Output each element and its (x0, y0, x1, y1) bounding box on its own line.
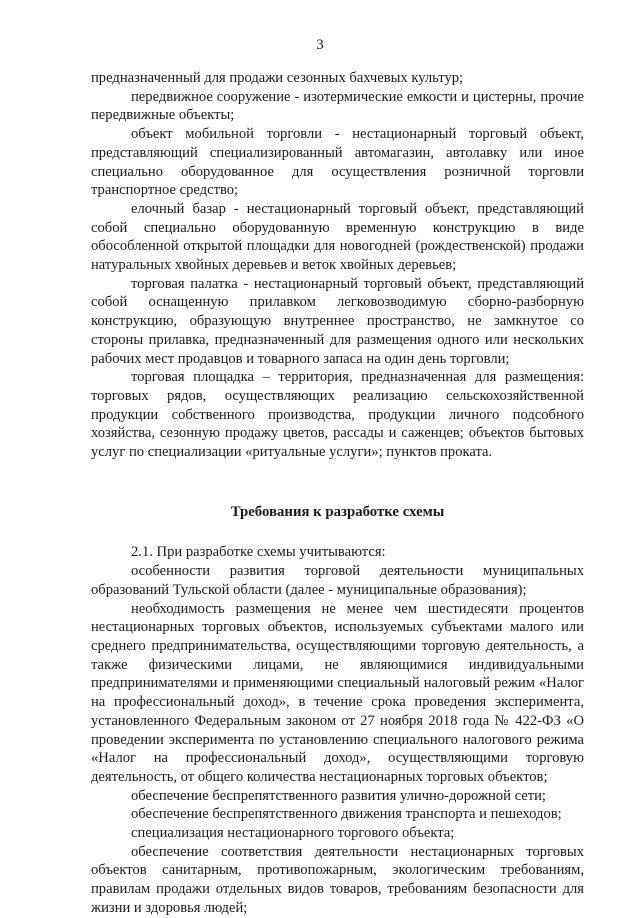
definition-trade-site: торговая площадка – территория, предназначенная для размещения: торговых рядов, осуществляющих реализацию сельскохозяйственной продукции собственного производства, продукции личного подсобного хозяйства, сезонную продажу цветов, рассады и саженцев; объектов бытовых услуг по специализации «ритуальные услуги»; пунктов проката. (91, 369, 584, 461)
requirement-item: необходимость размещения не менее чем шестидесяти процентов нестационарных торговых объектов, используемых субъектами малого или среднего предпринимательства, осуществляющими торговую деятельность, а также физическими лицами, не являющимися индивидуальными предпринимателями и применяющими специальный налоговый режим «Налог на профессиональный доход», в течение срока проведения эксперимента, установленного Федеральным законом от 27 ноября 2018 года № 422-ФЗ «О проведении эксперимента по установлению специального налогового режима «Налог на профессиональный доход», осуществляющими торговую деятельность, от общего количества нестационарных торговых объектов; (91, 600, 584, 785)
definition-mobile-structure: передвижное сооружение - изотермические емкости и цистерны, прочие передвижные объекты; (91, 88, 584, 124)
section-spacer (91, 462, 584, 503)
page-number: 3 (316, 37, 324, 53)
requirement-item: обеспечение беспрепятственного движения транспорта и пешеходов; (131, 806, 562, 823)
requirement-item: обеспечение соответствия деятельности нестационарных торговых объектов санитарным, противопожарным, экологическим требованиям, правилам продажи отдельных видов товаров, требованиям безопасности для жизни и здоровья людей; (91, 843, 584, 916)
definition-trade-tent: торговая палатка - нестационарный торговый объект, представляющий собой оснащенную прилавком легковозводимую сборно-разборную конструкцию, образующую внутреннее пространство, не замкнутое со стороны прилавка, предназначенный для размещения одного или нескольких рабочих мест продавцов и товарного запаса на один день торговли; (91, 275, 584, 367)
heading-spacer (91, 521, 584, 543)
requirement-item: особенности развития торговой деятельности муниципальных образований Тульской области (далее - муниципальные образования); (91, 563, 584, 598)
definition-mobile-trade-object: объект мобильной торговли - нестационарный торговый объект, представляющий специализированный автомагазин, автолавку или иное специально оборудованное для осуществления розничной торговли транспортное средство; (91, 126, 584, 199)
document-body (91, 69, 584, 918)
requirement-item: обеспечение беспрепятственного развития улично-дорожной сети; (131, 787, 546, 804)
definition-continuation: предназначенный для продажи сезонных бахчевых культур; (91, 70, 464, 86)
clause-intro: 2.1. При разработке схемы учитываются: (131, 544, 386, 561)
definition-christmas-tree-market: елочный базар - нестационарный торговый объект, представляющий собой специально оборудованную временную конструкцию в виде обособленной открытой площадки для новогодней (рождественской) продажи натуральных хвойных деревьев и веток хвойных деревьев; (91, 200, 584, 274)
requirement-item: специализация нестационарного торгового объекта; (131, 825, 455, 842)
section-heading: Требования к разработке схемы (230, 503, 445, 520)
